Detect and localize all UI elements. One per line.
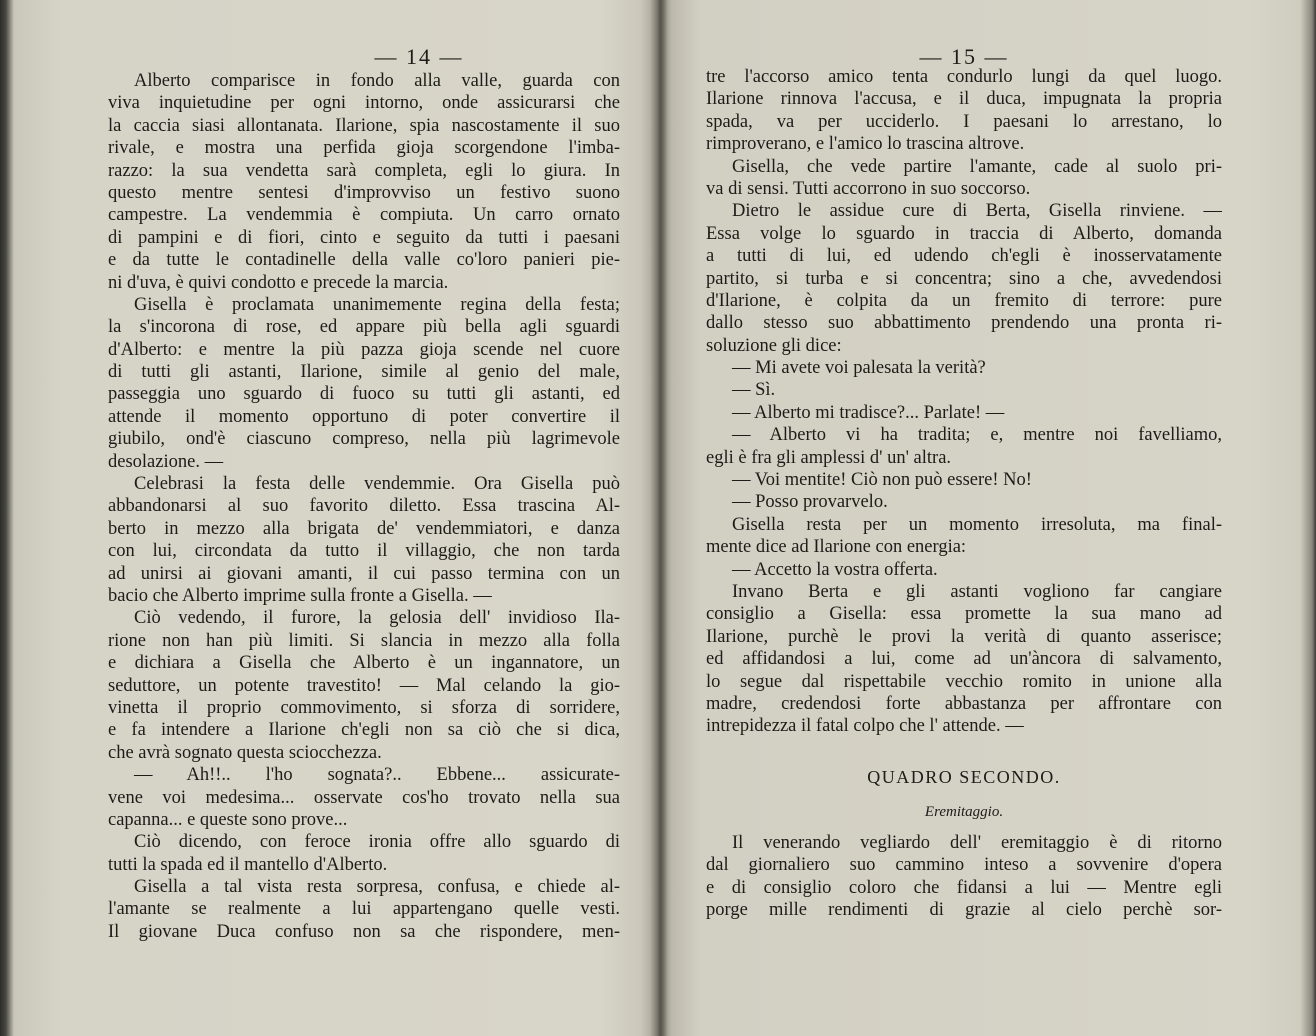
- text-line: dallo stesso suo abbattimento prendendo una pronta ri-: [706, 313, 1222, 334]
- text-line: capanna... e queste sono prove...: [108, 809, 348, 830]
- text-line: — Alberto mi tradisce?... Parlate! —: [732, 402, 1005, 423]
- text-line: egli è fra gli amplessi d' un' altra.: [706, 447, 952, 468]
- text-line: Ilarione, purchè le provi la verità di quanto asserisce;: [706, 626, 1222, 647]
- text-line: razzo: la sua vendetta sarà completa, egli lo giura. In: [108, 160, 620, 181]
- text-line: intrepidezza il fatal colpo che l' attende. —: [706, 716, 1024, 737]
- text-line: con lui, circondata da tutto il villaggio, che non tarda: [108, 541, 620, 562]
- text-line: — Ah!!.. l'ho sognata?.. Ebbene... assicurate-: [134, 765, 620, 786]
- text-line: rivale, e mostra una perfida gioja scorgendone l'imba-: [108, 138, 620, 159]
- text-line: la caccia siasi allontanata. Ilarione, spia nascostamente il suo: [108, 115, 620, 136]
- text-line: porge mille rendimenti di grazie al cielo perchè sor-: [706, 899, 1222, 920]
- text-line: Il giovane Duca confuso non sa che rispondere, men-: [108, 921, 620, 942]
- text-line: spada, va per ucciderlo. I paesani lo arrestano, lo: [706, 111, 1222, 132]
- text-line: rione non han più limiti. Si slancia in mezzo alla folla: [108, 630, 620, 651]
- text-line: — Accetto la vostra offerta.: [732, 559, 938, 580]
- text-line: partito, si turba e si concentra; sino a che, avvedendosi: [706, 268, 1222, 289]
- text-line: Ilarione rinnova l'accusa, e il duca, impugnata la propria: [706, 89, 1222, 110]
- text-line: Il venerando vegliardo dell' eremitaggio è di ritorno: [732, 832, 1222, 853]
- text-line: e di consiglio coloro che fidansi a lui — Mentre egli: [706, 877, 1222, 898]
- text-line: d'Alberto: e mentre la più pazza gioja scende nel cuore: [108, 339, 620, 360]
- section-subheading: Eremitaggio.: [924, 803, 1004, 820]
- text-line: viva inquietudine per ogni intorno, onde assicurarsi che: [108, 93, 620, 114]
- text-line: rimproverano, e l'amico lo trascina altrove.: [706, 134, 1025, 155]
- text-line: d'Ilarione, è colpita da un fremito di terrore: pure: [706, 290, 1222, 311]
- text-line: vinetta il proprio commovimento, si sforza di sorridere,: [108, 697, 620, 718]
- text-line: Essa volge lo sguardo in traccia di Alberto, domanda: [706, 223, 1222, 244]
- left-page-number: — 14 —: [374, 44, 464, 69]
- text-line: tre l'accorso amico tenta condurlo lungi da quel luogo.: [706, 67, 1222, 87]
- text-line: soluzione gli dice:: [706, 335, 842, 356]
- text-line: vene voi medesima... osservate cos'ho trovato nella sua: [108, 787, 620, 808]
- text-line: — Voi mentite! Ciò non può essere! No!: [732, 470, 1032, 491]
- text-line: attende il momento opportuno di poter convertire il: [108, 406, 620, 427]
- text-line: e da tutte le contadinelle della valle co'loro panieri pie-: [108, 250, 620, 271]
- text-line: abbandonarsi al suo favorito diletto. Essa trascina Al-: [108, 496, 620, 517]
- text-line: ed affidandosi a lui, come ad un'àncora di salvamento,: [706, 649, 1222, 670]
- text-line: — Mi avete voi palesata la verità?: [732, 358, 986, 379]
- text-line: Invano Berta e gli astanti vogliono far cangiare: [732, 581, 1222, 602]
- text-line: Ciò dicendo, con feroce ironia offre allo sguardo di: [134, 832, 620, 853]
- text-line: bacio che Alberto imprime sulla fronte a Gisella. —: [108, 585, 492, 606]
- text-line: questo mentre sentesi d'improvviso un festivo suono: [108, 182, 620, 203]
- text-line: desolazione. —: [108, 451, 224, 472]
- text-line: Gisella, che vede partire l'amante, cade al suolo pri-: [732, 156, 1222, 177]
- text-line: Ciò vedendo, il furore, la gelosia dell' invidioso Ila-: [134, 608, 620, 629]
- text-line: e fa intendere a Ilarione ch'egli non sa ciò che si dica,: [108, 720, 620, 741]
- text-line: la s'incorona di rose, ed appare più bella agli sguardi: [108, 317, 620, 338]
- text-line: mente dice ad Ilarione con energia:: [706, 537, 967, 558]
- text-line: Celebrasi la festa delle vendemmie. Ora Gisella può: [134, 474, 620, 495]
- text-line: di tutti gli astanti, Ilarione, simile al genio del male,: [108, 362, 620, 383]
- text-line: di pampini e di fiori, cinto e seguito da tutti i paesani: [108, 227, 620, 248]
- text-line: a tutti di lui, ed udendo ch'egli è inosservatamente: [706, 246, 1222, 267]
- text-line: — Sì.: [732, 380, 776, 401]
- text-line: va di sensi. Tutti accorrono in suo soccorso.: [706, 178, 1031, 199]
- right-page-body-top: [706, 66, 1222, 738]
- text-line: campestre. La vendemmia è compiuta. Un carro ornato: [108, 205, 620, 226]
- left-page: [108, 44, 620, 943]
- text-line: — Alberto vi ha tradita; e, mentre noi favelliamo,: [732, 425, 1222, 446]
- right-page-number: — 15 —: [919, 44, 1009, 69]
- text-line: seduttore, un potente travestito! — Mal celando la gio-: [108, 675, 620, 696]
- text-line: e dichiara a Gisella che Alberto è un ingannatore, un: [108, 653, 620, 674]
- text-line: tutti la spada ed il mantello d'Alberto.: [108, 854, 388, 875]
- text-line: berto in mezzo alla brigata de' vendemmiatori, e danza: [108, 518, 620, 539]
- text-line: lo segue dal rispettabile vecchio romito in unione alla: [706, 671, 1222, 692]
- text-line: Dietro le assidue cure di Berta, Gisella rinviene. —: [732, 201, 1222, 222]
- text-line: l'amante se realmente a lui appartengano quelle vesti.: [108, 899, 620, 920]
- right-page: [706, 44, 1222, 921]
- text-line: ad unirsi ai giovani amanti, il cui passo termina con un: [108, 563, 620, 584]
- text-line: Gisella è proclamata unanimemente regina della festa;: [134, 294, 620, 315]
- text-line: madre, credendosi forte abbastanza per affrontare con: [706, 693, 1222, 714]
- book-gutter: [650, 0, 668, 1036]
- text-line: ni d'uva, è quivi condotto e precede la marcia.: [108, 272, 449, 293]
- text-line: dal giornaliero suo cammino inteso a sovvenire d'opera: [706, 855, 1222, 876]
- text-line: Gisella resta per un momento irresoluta, ma final-: [732, 514, 1222, 535]
- text-line: — Posso provarvelo.: [732, 492, 888, 513]
- text-line: Gisella a tal vista resta sorpresa, confusa, e chiede al-: [134, 877, 620, 898]
- text-line: che avrà sognato questa sciocchezza.: [108, 742, 382, 763]
- right-page-body-bottom: [706, 832, 1222, 922]
- section-heading: QUADRO SECONDO.: [867, 766, 1061, 787]
- text-line: consiglio a Gisella: essa promette la sua mano ad: [706, 604, 1222, 625]
- left-page-body: [108, 70, 620, 943]
- text-line: passeggia uno sguardo di fuoco su tutti gli astanti, ed: [108, 384, 620, 405]
- text-line: giubilo, ond'è ciascuno compreso, nella più lagrimevole: [108, 429, 620, 450]
- text-line: Alberto comparisce in fondo alla valle, guarda con: [134, 71, 620, 91]
